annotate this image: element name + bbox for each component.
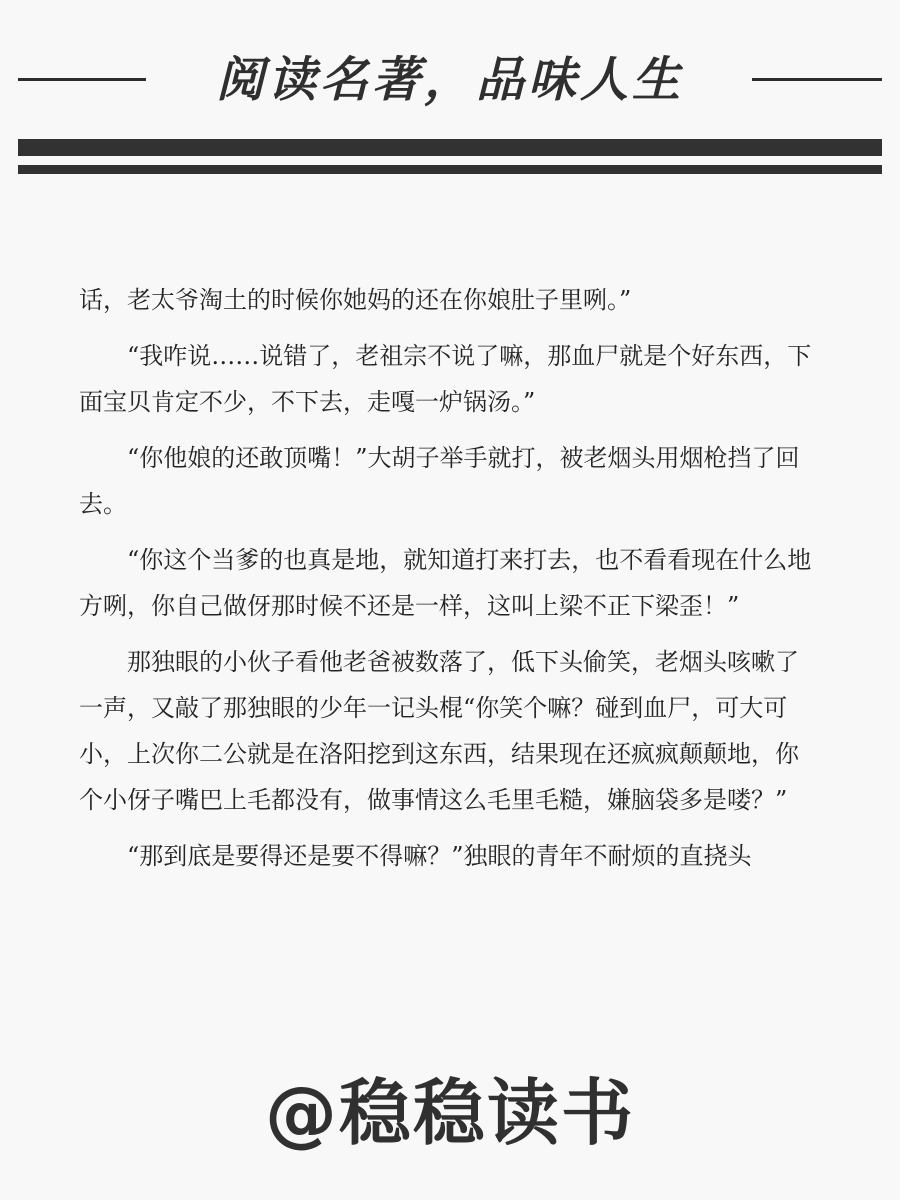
divider-thin-bar — [18, 165, 882, 174]
header-left-rule — [18, 78, 146, 81]
paragraph: “我咋说……说错了，老祖宗不说了嘛，那血尸就是个好东西，下面宝贝肯定不少，不下去，走嘎一炉锅汤。” — [79, 342, 812, 416]
header-right-rule — [752, 78, 882, 81]
page-title: 阅读名著，品味人生 — [215, 52, 684, 108]
paragraph: “那到底是要得还是要不得嘛？”独眼的青年不耐烦的直挠头 — [127, 842, 752, 870]
divider-thick-bar — [18, 139, 882, 156]
watermark-signature: @稳稳读书 — [264, 1071, 635, 1155]
paragraph: “你他娘的还敢顶嘴！”大胡子举手就打，被老烟头用烟枪挡了回去。 — [79, 444, 800, 518]
paragraph: “你这个当爹的也真是地，就知道打来打去，也不看看现在什么地方咧，你自己做伢那时候不还是一样，这叫上梁不正下梁歪！” — [79, 546, 812, 620]
paragraph: 那独眼的小伙子看他老爸被数落了，低下头偷笑，老烟头咳嗽了一声，又敲了那独眼的少年一记头棍“你笑个嘛？碰到血尸，可大可小，上次你二公就是在洛阳挖到这东西，结果现在还疯疯颠颠地，你个小伢子嘴巴上毛都没有，做事情这么毛里毛糙，嫌脑袋多是喽？” — [79, 648, 799, 814]
article-body — [79, 277, 821, 889]
paragraph: 话，老太爷淘土的时候你她妈的还在你娘肚子里咧。” — [79, 286, 632, 314]
page-header — [0, 50, 900, 110]
